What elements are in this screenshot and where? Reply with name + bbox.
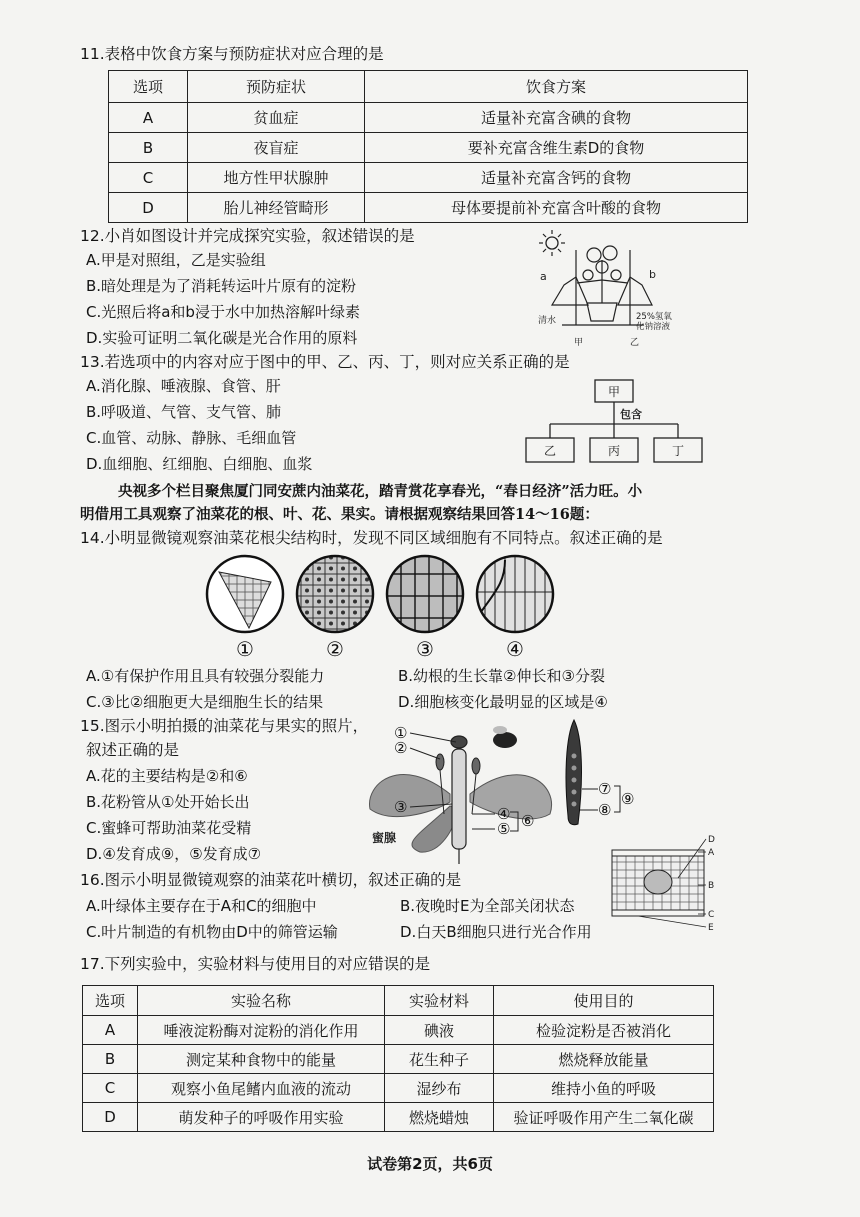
fruit-pod [566,720,581,825]
table-cell: 验证呼吸作用产生二氧化碳 [494,1103,714,1132]
flower-label-2: ② [394,739,408,757]
table-cell: 要补充富含维生素D的食物 [365,133,748,163]
table-cell: 燃烧释放能量 [494,1045,714,1074]
bee-icon [493,726,517,748]
table-header-cell: 实验材料 [385,986,494,1016]
vein [644,870,672,894]
q13-figure [520,376,720,468]
q16-option-c: C.叶片制造的有机物由D中的筛管运输 [86,923,338,941]
label-2: ② [326,637,344,661]
q15-stem-1: 15.图示小明拍摄的油菜花与果实的照片， [80,717,369,735]
label-yi: 乙 [630,338,640,348]
relation-label: 包含 [620,408,642,421]
intro-line-1: 央视多个栏目聚焦厦门同安蔗内油菜花，踏青赏花享春光，“春日经济”活力旺。小 [118,483,643,500]
table-cell: 观察小鱼尾鳍内血液的流动 [138,1074,385,1103]
upper-epidermis [612,850,704,856]
table-cell: 碘液 [385,1016,494,1045]
flower-label-1: ① [394,724,408,742]
label-3: ③ [416,637,434,661]
table-cell: 唾液淀粉酶对淀粉的消化作用 [138,1016,385,1045]
q13-option-a: A.消化腺、唾液腺、食管、肝 [86,377,281,395]
q16-option-b: B.夜晚时E为全部关闭状态 [400,897,575,915]
table-cell: 萌发种子的呼吸作用实验 [138,1103,385,1132]
table-cell: D [109,193,188,223]
table-cell: B [109,133,188,163]
table-row [83,1103,714,1132]
q13-option-b: B.呼吸道、气管、支气管、肺 [86,403,282,421]
table-header-row [83,986,714,1016]
intro-line-2: 明借用工具观察了油菜花的根、叶、花、果实。请根据观察结果回答14～16题： [80,506,599,523]
lower-epidermis [612,910,704,916]
q14-option-b: B.幼根的生长靠②伸长和③分裂 [398,667,605,685]
table-cell: 适量补充富含钙的食物 [365,163,748,193]
leaf-label-d: D [708,835,715,845]
q11-table [108,70,748,223]
q17-stem: 17.下列实验中，实验材料与使用目的对应错误的是 [80,955,431,973]
box-ding-label: 丁 [671,444,685,458]
q14-option-a: A.①有保护作用且具有较强分裂能力 [86,667,325,685]
pistil [451,736,467,864]
maturation-circle [477,556,553,632]
q13-option-c: C.血管、动脉、静脉、毛细血管 [86,429,297,447]
flower-label-4: ④ [497,805,511,823]
leaf-label-e: E [708,923,714,933]
gland-label: 蜜腺 [372,831,397,845]
meristem-circle [297,556,373,632]
label-b: b [649,268,656,281]
q13-option-d: D.血细胞、红细胞、白细胞、血浆 [86,455,313,473]
q16-option-d: D.白天B细胞只进行光合作用 [400,923,592,941]
potted-plant-icon [577,246,628,321]
q15-fruit-figure [560,716,640,836]
q17-table [82,985,714,1132]
table-cell: 测定某种食物中的能量 [138,1045,385,1074]
q15-option-d: D.④发育成⑨，⑤发育成⑦ [86,845,262,863]
root-cap-circle [207,556,283,632]
label-water: 清水 [538,316,557,326]
q11-stem: 11.表格中饮食方案与预防症状对应合理的是 [80,45,384,63]
label-naoh2: 化钠溶液 [636,322,671,332]
q15-option-a: A.花的主要结构是②和⑥ [86,767,248,785]
table-cell: C [83,1074,138,1103]
table-row [83,1074,714,1103]
table-cell: 胎儿神经管畸形 [188,193,365,223]
label-4: ④ [506,637,524,661]
q14-option-c: C.③比②细胞更大是细胞生长的结果 [86,693,324,711]
table-cell: C [109,163,188,193]
label-1: ① [236,637,254,661]
q12-stem: 12.小肖如图设计并完成探究实验，叙述错误的是 [80,227,415,245]
sun-icon [539,230,565,256]
table-row [83,1045,714,1074]
fruit-label-8: ⑧ [598,801,612,819]
leaf-label-a: A [708,848,715,858]
table-header-cell: 使用目的 [494,986,714,1016]
page-footer: 试卷第2页，共6页 [367,1155,493,1173]
table-cell: 夜盲症 [188,133,365,163]
table-cell: 检验淀粉是否被消化 [494,1016,714,1045]
q12-option-a: A.甲是对照组，乙是实验组 [86,251,266,269]
table-cell: 燃烧蜡烛 [385,1103,494,1132]
box-jia-label: 甲 [607,385,621,399]
table-row [109,133,748,163]
leaf-label-b: B [708,881,715,891]
box-bing-label: 丙 [607,444,621,458]
table-cell: A [109,103,188,133]
leaf-label-c: C [708,910,715,920]
flower-label-3: ③ [394,798,408,816]
q14-root-tip-figure [205,552,565,664]
label-a: a [540,270,547,283]
q15-stem-2: 叙述正确的是 [86,741,180,759]
q16-leaf-section-figure [608,830,720,936]
q15-option-b: B.花粉管从①处开始长出 [86,793,250,811]
table-header-row [109,71,748,103]
table-cell: 母体要提前补充富含叶酸的食物 [365,193,748,223]
fruit-label-7: ⑦ [598,780,612,798]
fruit-label-9: ⑨ [621,790,635,808]
table-cell: 适量补充富含碘的食物 [365,103,748,133]
table-cell: 维持小鱼的呼吸 [494,1074,714,1103]
table-header-cell: 选项 [109,71,188,103]
q15-option-c: C.蜜蜂可帮助油菜花受精 [86,819,252,837]
table-row [109,163,748,193]
table-cell: D [83,1103,138,1132]
table-header-cell: 选项 [83,986,138,1016]
flask-a-icon [552,250,588,325]
table-header-cell: 实验名称 [138,986,385,1016]
box-yi-label: 乙 [543,444,557,458]
table-cell: 地方性甲状腺肿 [188,163,365,193]
q12-option-b: B.暗处理是为了消耗转运叶片原有的淀粉 [86,277,357,295]
q14-stem: 14.小明显微镜观察油菜花根尖结构时，发现不同区域细胞有不同特点。叙述正确的是 [80,529,663,547]
flower-label-5: ⑤ [497,820,511,838]
table-row [109,193,748,223]
label-jia: 甲 [574,338,584,348]
table-cell: A [83,1016,138,1045]
elongation-circle [387,556,463,632]
q14-option-d: D.细胞核变化最明显的区域是④ [398,693,608,711]
table-cell: 湿纱布 [385,1074,494,1103]
table-cell: 贫血症 [188,103,365,133]
label-naoh: 25%氢氧 [636,312,672,322]
q12-figure [532,225,672,350]
table-row [109,103,748,133]
table-header-cell: 饮食方案 [365,71,748,103]
q12-option-d: D.实验可证明二氧化碳是光合作用的原料 [86,329,358,347]
table-cell: B [83,1045,138,1074]
table-cell: 花生种子 [385,1045,494,1074]
table-row [83,1016,714,1045]
q13-stem: 13.若选项中的内容对应于图中的甲、乙、丙、丁，则对应关系正确的是 [80,353,570,371]
q16-option-a: A.叶绿体主要存在于A和C的细胞中 [86,897,317,915]
table-header-cell: 预防症状 [188,71,365,103]
q12-option-c: C.光照后将a和b浸于水中加热溶解叶绿素 [86,303,360,321]
flower-label-6: ⑥ [521,812,535,830]
q16-stem: 16.图示小明显微镜观察的油菜花叶横切，叙述正确的是 [80,871,462,889]
